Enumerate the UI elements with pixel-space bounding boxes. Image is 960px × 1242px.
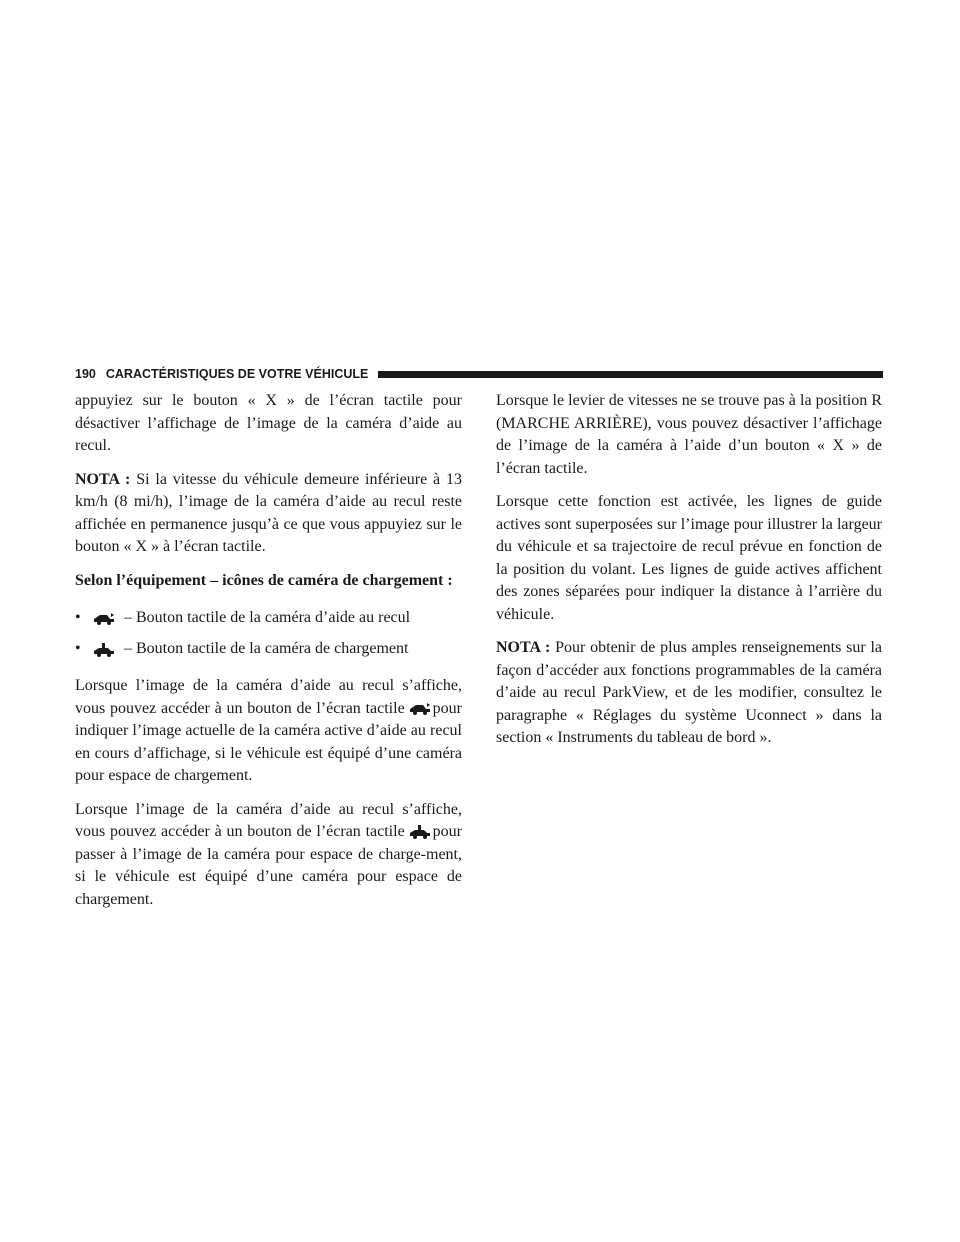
paragraph	[75, 799, 462, 912]
section-title: CARACTÉRISTIQUES DE VOTRE VÉHICULE	[105, 367, 369, 381]
list-item	[75, 634, 462, 665]
equipment-heading	[75, 570, 462, 593]
rear-camera-icon	[93, 612, 115, 626]
list-item-text: – Bouton tactile de la caméra de chargement	[124, 640, 409, 658]
paragraph-text: pour indiquer l’image actuelle de la caméra active d’aide au recul en cours d’affichage, si le véhicule est équipé d’une caméra pour espace de chargement.	[75, 699, 462, 784]
page-number: 190	[75, 367, 96, 381]
note-paragraph	[496, 637, 882, 750]
right-column	[496, 390, 882, 761]
note-paragraph	[75, 469, 462, 559]
camera-icon-list	[75, 603, 462, 665]
paragraph: Lorsque le levier de vitesses ne se trouve pas à la position R (MARCHE ARRIÈRE), vous pouvez désactiver l’affichage de l’image de la caméra à l’aide d’un bouton « X » de l’écran tactile.	[496, 392, 882, 477]
paragraph-text: pour passer à l’image de la caméra pour espace de charge-ment, si le véhicule est équipé d’une caméra pour espace de chargement.	[75, 823, 462, 908]
list-item	[75, 603, 462, 634]
rear-camera-icon	[409, 702, 431, 716]
note-text: Si la vitesse du véhicule demeure inférieure à 13 km/h (8 mi/h), l’image de la caméra d’aide au recul reste affichée en permanence jusqu’à ce que vous appuyiez sur le bouton « X » à l’écran tactile.	[75, 470, 462, 555]
cargo-camera-icon	[93, 642, 115, 658]
header-rule	[378, 371, 883, 378]
bullet: •	[75, 640, 81, 658]
note-label: NOTA :	[75, 470, 131, 488]
left-column	[75, 390, 462, 922]
page-header	[75, 364, 883, 384]
paragraph-text: Lorsque l’image de la caméra d’aide au recul s’affiche, vous pouvez accéder à un bouton de l’écran tactile	[75, 800, 462, 840]
note-text: Pour obtenir de plus amples renseignements sur la façon d’accéder aux fonctions programmables de la caméra d’aide au recul ParkView, et de les modifier, consultez le paragraphe « Réglages du système Uconnect » dans la section « Instruments du tableau de bord ».	[496, 639, 883, 746]
note-label: NOTA :	[496, 639, 551, 656]
cargo-camera-icon	[409, 824, 431, 840]
bullet: •	[75, 609, 81, 627]
paragraph: Lorsque cette fonction est activée, les lignes de guide actives sont superposées sur l’image pour illustrer la largeur du véhicule et sa trajectoire de recul prévue en fonction de la position du volant. Les lignes de guide actives affichent des zones séparées pour indiquer la distance à l’arrière du véhicule.	[496, 493, 882, 623]
heading-text: Selon l’équipement – icônes de caméra de chargement :	[75, 571, 453, 589]
paragraph-text: Lorsque l’image de la caméra d’aide au recul s’affiche, vous pouvez accéder à un bouton de l’écran tactile	[75, 677, 462, 717]
list-item-text: – Bouton tactile de la caméra d’aide au recul	[124, 609, 411, 627]
paragraph	[75, 675, 462, 788]
paragraph: appuyiez sur le bouton « X » de l’écran tactile pour désactiver l’affichage de l’image de la caméra d’aide au recul.	[75, 392, 462, 454]
